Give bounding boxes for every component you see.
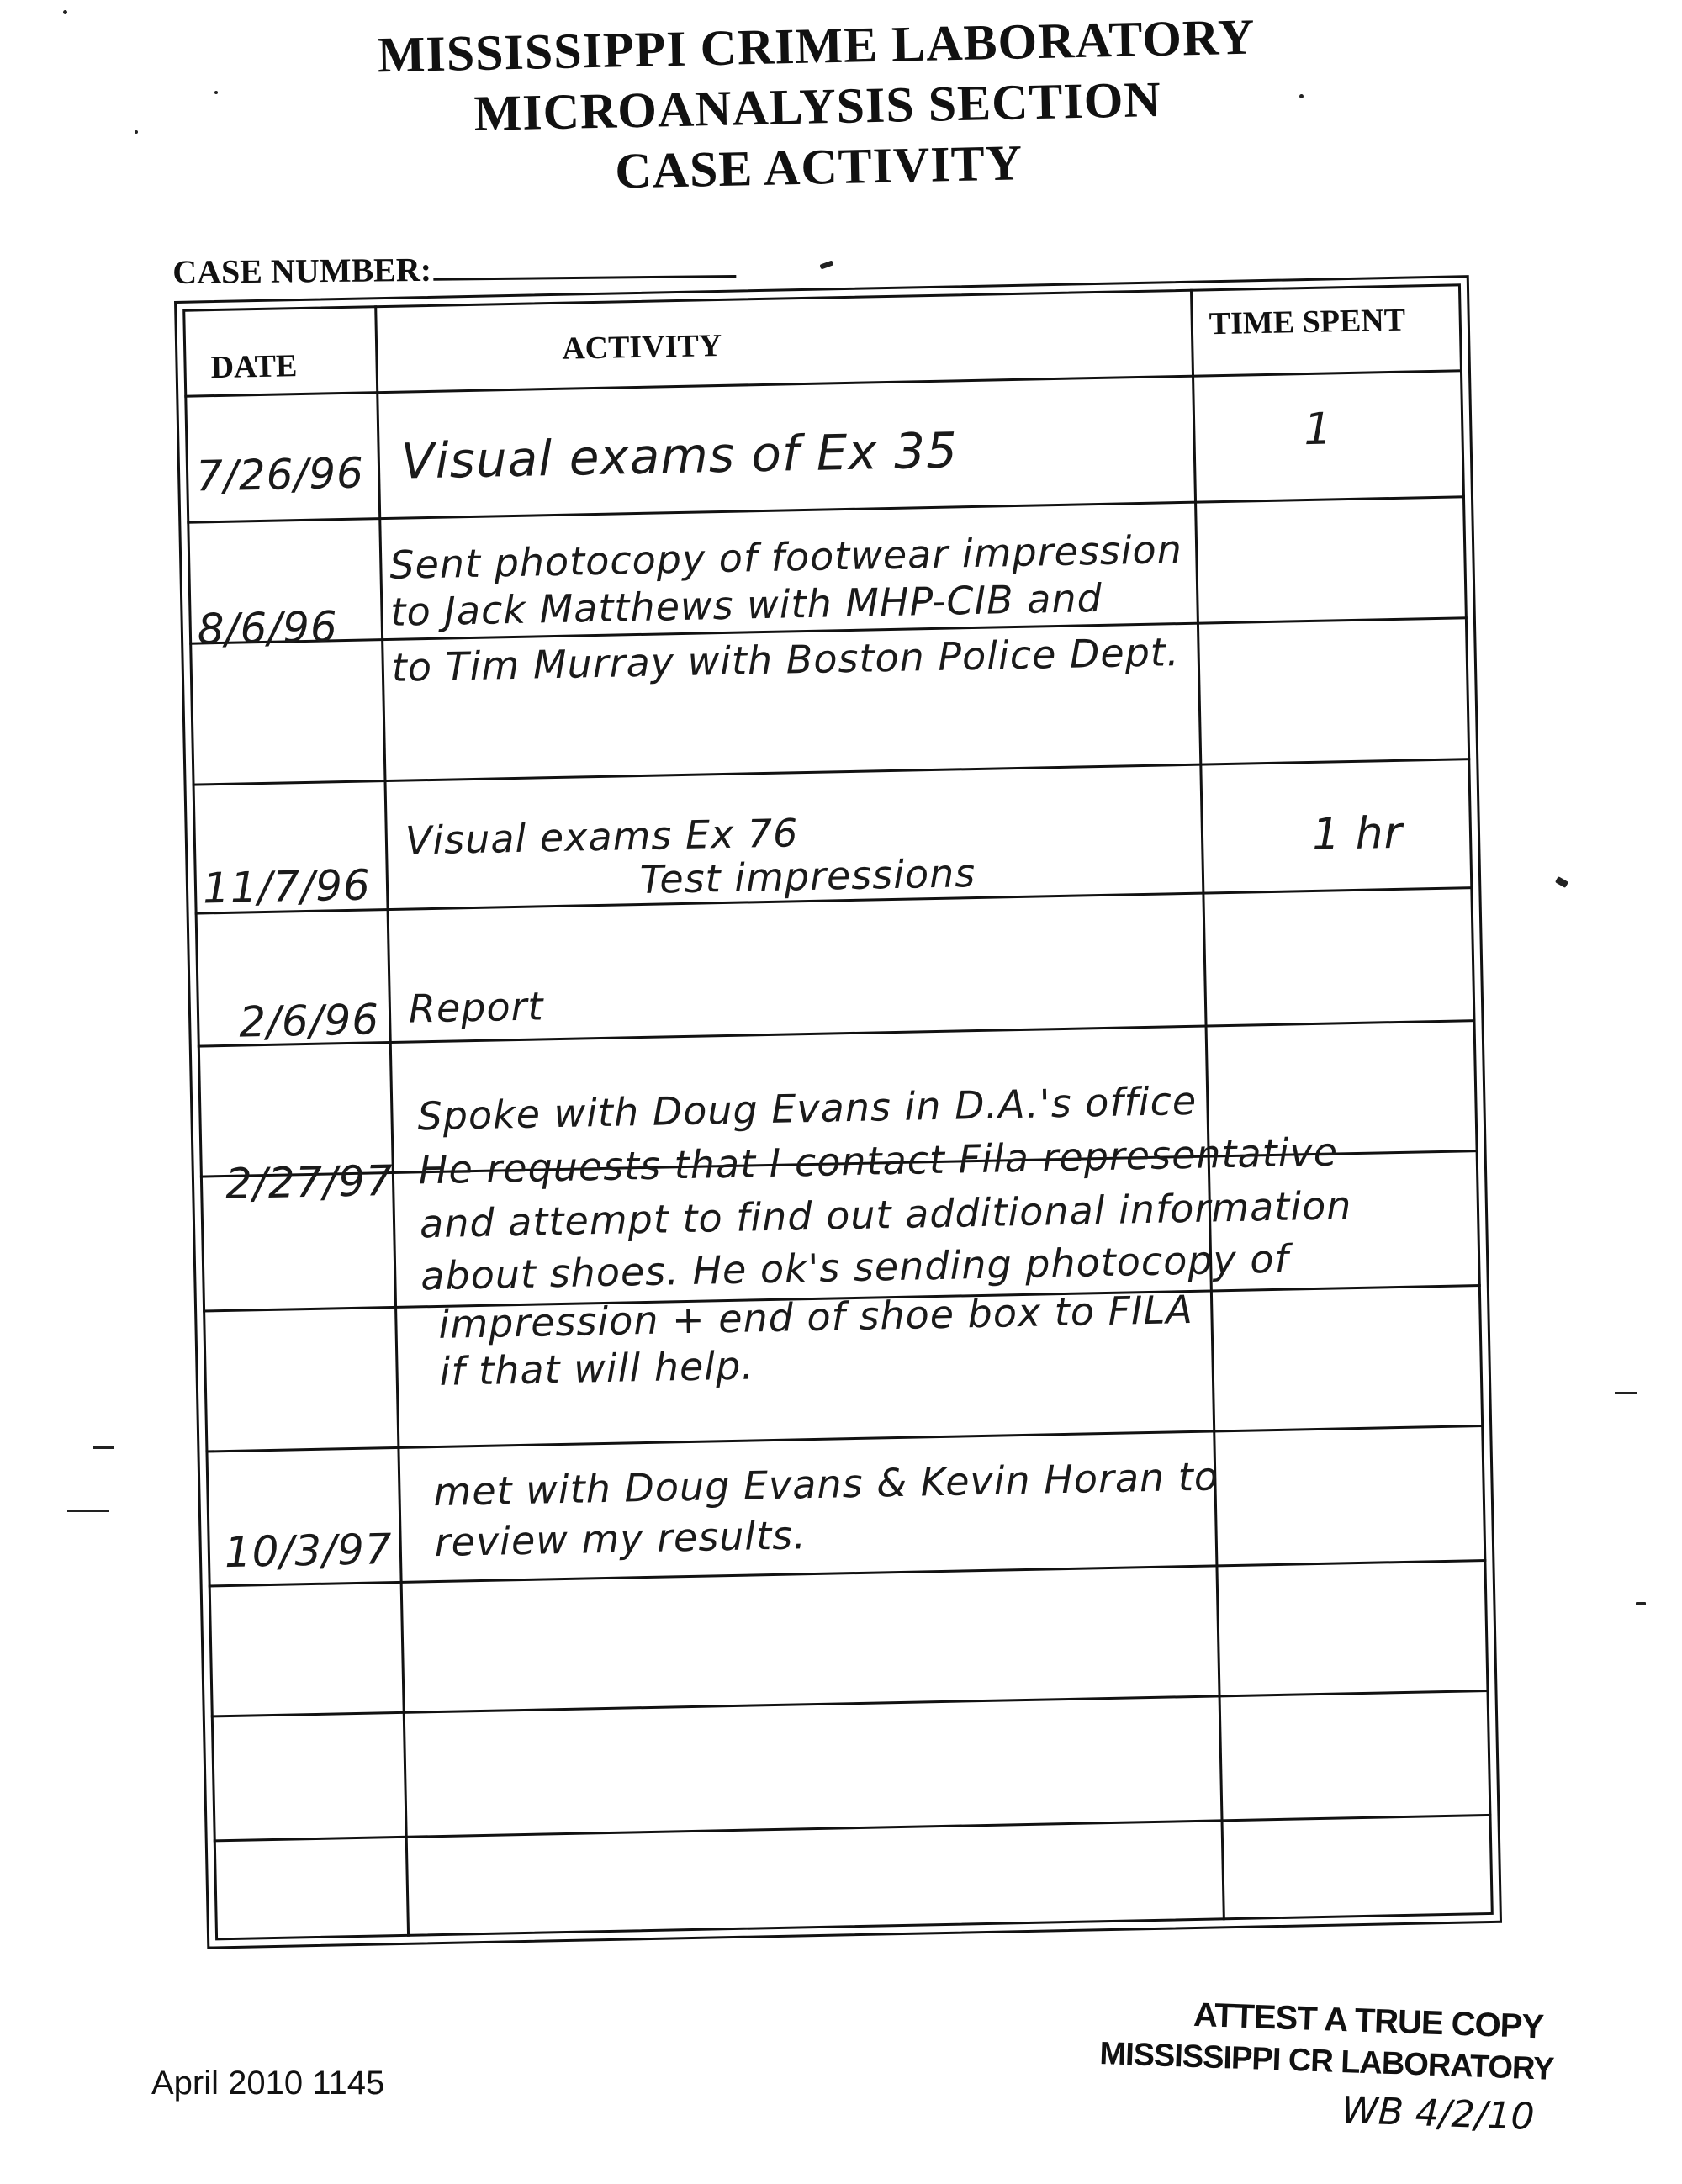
header-form-title: CASE ACTIVITY — [614, 135, 1023, 199]
header-section-name: MICROANALYSIS SECTION — [473, 71, 1162, 142]
case-number-label: CASE NUMBER: — [172, 250, 432, 291]
entry-date: 2/6/96 — [238, 995, 380, 1047]
stamp-attest-text: ATTEST A TRUE COPY — [1193, 1996, 1544, 2046]
scan-speck — [819, 260, 833, 269]
entry-activity-line: Spoke with Doug Evans in D.A.'s office — [416, 1077, 1198, 1140]
entry-date: 11/7/96 — [202, 860, 372, 913]
scan-speck — [1299, 94, 1304, 98]
entry-date: 2/27/97 — [225, 1155, 394, 1208]
entry-activity-line: impression + end of shoe box to FILA — [437, 1286, 1194, 1347]
case-number-field — [172, 246, 736, 292]
column-header-activity: ACTIVITY — [561, 327, 722, 367]
scan-speck — [63, 10, 67, 14]
entry-time-spent: 1 hr — [1311, 807, 1404, 860]
entry-activity-line: and attempt to find out additional information — [419, 1182, 1352, 1247]
stamp-lab-text: MISSISSIPPI CR LABORATORY — [1098, 2035, 1555, 2087]
entry-activity-line: review my results. — [434, 1512, 807, 1566]
entry-time-spent: 1 — [1303, 404, 1334, 456]
stamp-initials-date: WB 4/2/10 — [1341, 2089, 1536, 2139]
scan-speck — [93, 1446, 114, 1449]
entry-activity-line: Test impressions — [639, 850, 976, 903]
entry-activity-line: met with Doug Evans & Kevin Horan to — [432, 1453, 1219, 1515]
entry-activity-line: He requests that I contact Fila representative — [418, 1129, 1339, 1193]
entry-date: 7/26/96 — [195, 448, 365, 501]
activity-table — [174, 275, 1502, 1949]
attest-stamp — [1098, 1993, 1556, 2139]
header-lab-name: MISSISSIPPI CRIME LABORATORY — [377, 8, 1256, 83]
document-header — [353, 6, 1282, 207]
entry-activity-line: Visual exams Ex 76 — [405, 810, 799, 864]
scan-speck — [67, 1510, 109, 1512]
scan-speck — [214, 91, 218, 94]
entry-activity-line: to Jack Matthews with MHP-CIB and — [389, 574, 1103, 635]
entry-date: 8/6/96 — [197, 602, 339, 654]
document-reference: April 2010 1145 — [151, 2065, 385, 2102]
scan-speck — [135, 130, 138, 134]
entry-activity-line: Report — [408, 983, 545, 1032]
entry-activity-line: to Tim Murray with Boston Police Dept. — [391, 629, 1181, 690]
entry-activity-line: if that will help. — [439, 1342, 755, 1394]
entry-activity-line: Visual exams of Ex 35 — [400, 421, 959, 490]
scan-speck — [1555, 876, 1568, 888]
column-header-time-spent: TIME SPENT — [1209, 302, 1406, 342]
scan-speck — [1636, 1602, 1646, 1605]
column-header-date: DATE — [210, 348, 298, 386]
entry-activity-line: Sent photocopy of footwear impression — [389, 526, 1183, 588]
entry-date: 10/3/97 — [224, 1525, 394, 1578]
scan-speck — [1615, 1392, 1637, 1394]
case-number-blank-line — [433, 273, 736, 281]
entry-activity-line: about shoes. He ok's sending photocopy of — [420, 1235, 1290, 1299]
